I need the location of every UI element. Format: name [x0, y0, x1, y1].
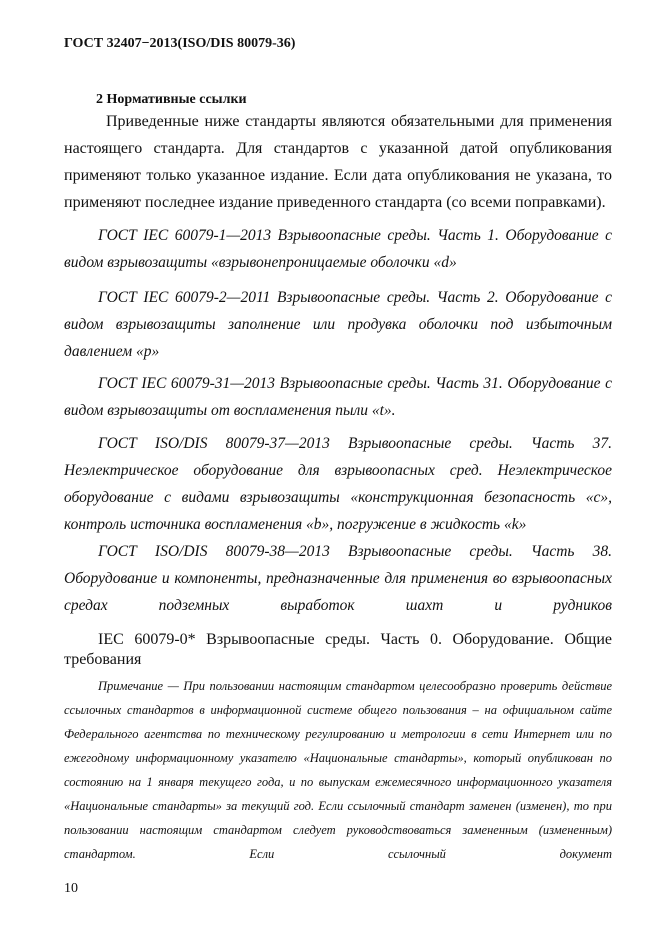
reference-item: IEC 60079-0* Взрывоопасные среды. Часть 0. Оборудование. Общие требования	[64, 631, 612, 668]
reference-item: ГОСТ IEC 60079-1—2013 Взрывоопасные среды. Часть 1. Оборудование с видом взрывозащиты «взрывонепроницаемые оболочки «d»	[64, 227, 612, 271]
document-header: ГОСТ 32407−2013(ISO/DIS 80079-36)	[64, 36, 296, 51]
section-intro: Приведенные ниже стандарты являются обязательными для применения настоящего стандарта. Для стандартов с указанной датой опубликования применяют только указанное издание. Если дата опубликования не указана, то применяют последнее издание приведенного стандарта (со всеми поправками).	[64, 113, 612, 211]
note-text: Примечание — При пользовании настоящим стандартом целесообразно проверить действие ссылочных стандартов в информационной системе общего пользования – на официальном сайте Федерального агентства по техническому регулированию и метрологии в сети Интернет или по ежегодному информационному указателю «Национальные стандарты», который опубликован по состоянию на 1 января текущего года, и по выпускам ежемесячного информационного указателя «Национальные стандарты» за текущий год. Если ссылочный стандарт заменен (изменен), то при пользовании настоящим стандартом следует руководствоваться замененным (измененным) стандартом. Если ссылочный документ	[64, 679, 612, 861]
reference-item: ГОСТ ISO/DIS 80079-38—2013 Взрывоопасные среды. Часть 38. Оборудование и компоненты, предназначенные для применения во взрывоопасных средах подземных выработок шахт и рудников	[64, 543, 612, 614]
section-title: 2 Нормативные ссылки	[96, 92, 247, 107]
reference-item: ГОСТ IEC 60079-2—2011 Взрывоопасные среды. Часть 2. Оборудование с видом взрывозащиты заполнение или продувка оболочки под избыточным давлением «р»	[64, 289, 612, 360]
page-number: 10	[64, 881, 78, 896]
reference-item: ГОСТ ISO/DIS 80079-37—2013 Взрывоопасные среды. Часть 37. Неэлектрическое оборудование для взрывоопасных сред. Неэлектрическое оборудование с видами взрывозащиты «конструкционная безопасность «с», контроль источника воспламенения «b», погружение в жидкость «k»	[64, 435, 612, 533]
reference-item: ГОСТ IEC 60079-31—2013 Взрывоопасные среды. Часть 31. Оборудование с видом взрывозащиты от воспламенения пыли «t».	[64, 375, 612, 419]
